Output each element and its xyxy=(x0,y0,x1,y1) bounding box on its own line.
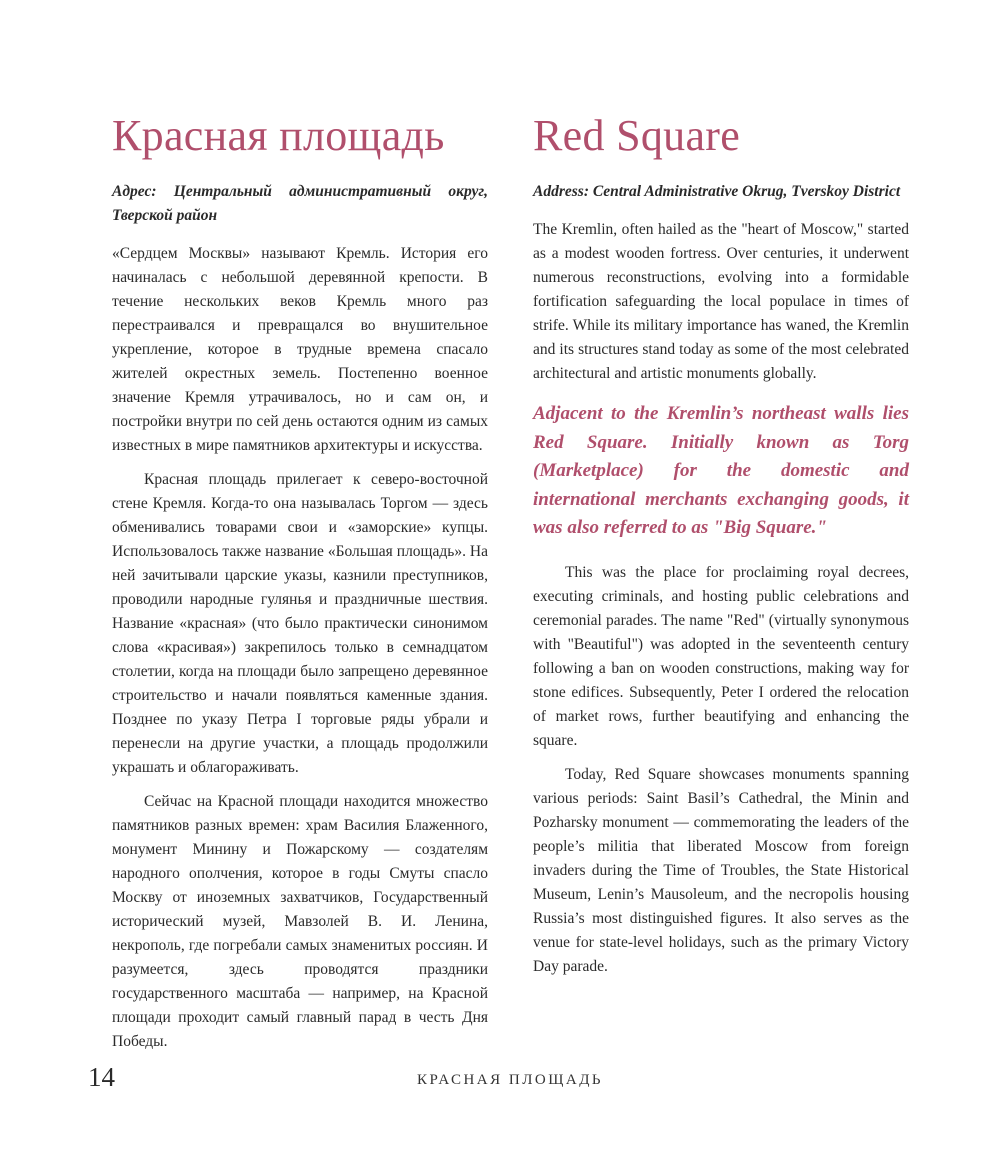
address-ru: Адрес: Центральный административный округ, Тверской район xyxy=(112,183,488,224)
paragraph-ru-3: Сейчас на Красной площади находится множество памятников разных времен: храм Василия Блаженного, монумент Минину и Пожарскому — создателям народного ополчения, которое в годы Смуты спасло Москву от иноземных захватчиков, Государственный исторический музей, Мавзолей В. И. Ленина, некрополь, где погребали самых знаменитых россиян. И разумеется, здесь проводятся праздники государственного масштаба — например, на Красной площади проходит самый главный парад в честь Дня Победы. xyxy=(112,793,488,1050)
english-column xyxy=(533,108,909,989)
paragraph-en-1: This was the place for proclaiming royal decrees, executing criminals, and hosting public celebrations and ceremonial parades. The name "Red" (virtually synonymous with "Beautiful") was adopted in the seventeenth century following a ban on wooden constructions, making way for stone edifices. Subsequently, Peter I ordered the relocation of market rows, further beautifying and enhancing the square. xyxy=(533,563,909,749)
page-number: 14 xyxy=(88,1062,115,1092)
paragraph-en-2: Today, Red Square showcases monuments spanning various periods: Saint Basil’s Cathedral, the Minin and Pozharsky monument — commemorating the leaders of the people’s militia that liberated Moscow from foreign invaders during the Time of Troubles, the State Historical Museum, Lenin’s Mausoleum, and the necropolis housing Russia’s most distinguished figures. It also serves as the venue for state-level holidays, such as the primary Victory Day parade. xyxy=(533,765,909,975)
paragraph-ru-2: Красная площадь прилегает к северо-восточной стене Кремля. Когда-то она называлась Торгом — здесь обменивались товарами свои и «заморские» купцы. Использовалось также название «Большая площадь». На ней зачитывали царские указы, казнили преступников, проводили народные гулянья и праздничные шествия. Название «красная» (что было практически синонимом слова «красивая») закрепилось только в семнадцатом столетии, когда на площади было запрещено деревянное строительство и начали появляться каменные здания. Позднее по указу Петра I торговые ряды убрали и перенесли на другие участки, а площадь продолжили украшать и облагораживать. xyxy=(112,471,488,776)
page-title-ru: Красная площадь xyxy=(112,111,445,160)
pull-quote: Adjacent to the Kremlin’s northeast walls lies Red Square. Initially known as Torg (Marketplace) for the domestic and international merchants exchanging goods, it was also referred to as "Big Square." xyxy=(533,403,909,538)
russian-column xyxy=(112,108,488,1064)
paragraph-ru-1: «Сердцем Москвы» называют Кремль. История его начиналась с небольшой деревянной крепости. В течение нескольких веков Кремль много раз перестраивался и превращался во внушительное укрепление, которое в трудные времена спасало жителей окрестных земель. Постепенно военное значение Кремля утрачивалось, но и сам он, и постройки внутри по сей день остаются одним из самых известных в мире памятников архитектуры и искусства. xyxy=(112,245,488,454)
address-en: Address: Central Administrative Okrug, Tverskoy District xyxy=(533,183,901,200)
running-head: КРАСНАЯ ПЛОЩАДЬ xyxy=(416,1072,604,1088)
page-title-en: Red Square xyxy=(533,111,741,160)
paragraph-en-intro: The Kremlin, often hailed as the "heart of Moscow," started as a modest wooden fortress. Over centuries, it underwent numerous reconstructions, evolving into a formidable fortification safeguarding the local populace in times of strife. While its military importance has waned, the Kremlin and its structures stand today as some of the most celebrated architectural and artistic monuments globally. xyxy=(533,221,909,382)
